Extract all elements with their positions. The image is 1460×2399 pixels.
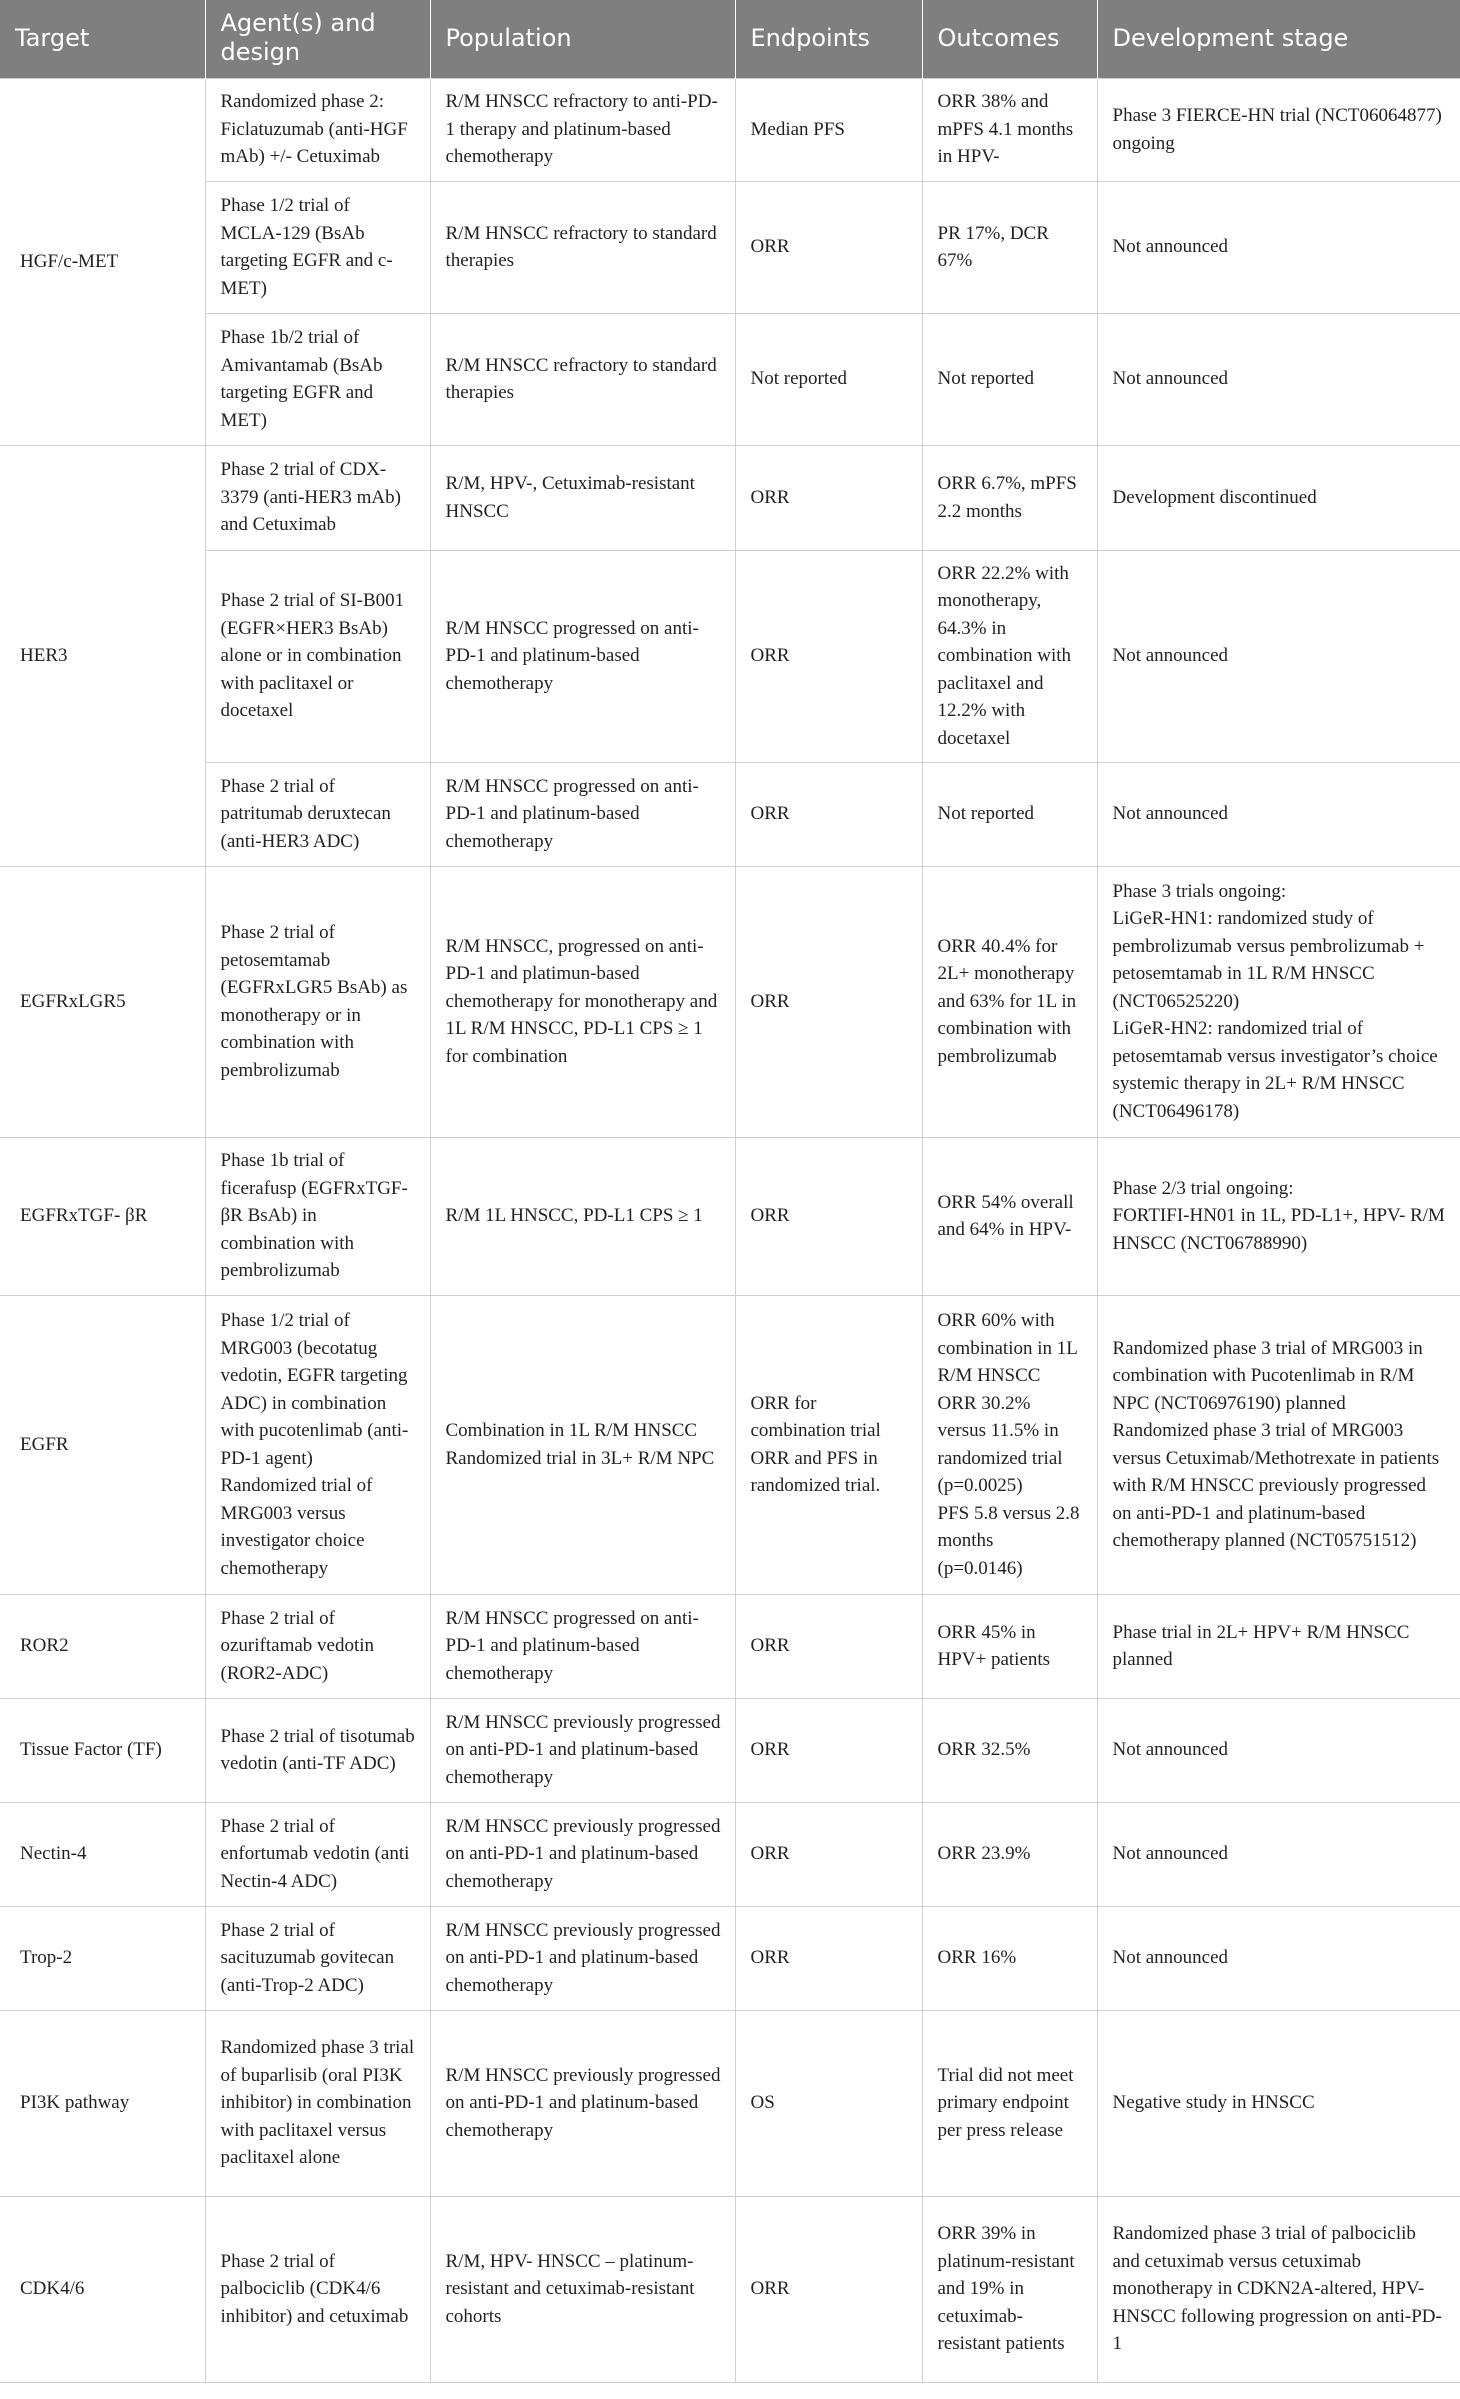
table-row: [0, 1137, 1460, 1295]
stage-cell: Randomized phase 3 trial of palbociclib and cetuximab versus cetuximab monotherapy in CDKN2A-altered, HPV- HNSCC following progression on anti-PD-1: [1097, 2196, 1460, 2382]
population-cell: R/M HNSCC progressed on anti-PD-1 and platinum-based chemotherapy: [430, 762, 735, 866]
header-agents: Agent(s) and design: [205, 0, 430, 78]
agent-cell: Phase 2 trial of patritumab deruxtecan (anti-HER3 ADC): [205, 762, 430, 866]
stage-cell: Not announced: [1097, 313, 1460, 445]
table-row: [0, 1906, 1460, 2010]
agent-cell: Randomized phase 2: Ficlatuzumab (anti-HGF mAb) +/- Cetuximab: [205, 78, 430, 181]
target-cell: EGFRxTGF- βR: [0, 1137, 205, 1295]
outcomes-cell: ORR 54% overall and 64% in HPV-: [922, 1137, 1097, 1295]
population-cell: R/M 1L HNSCC, PD-L1 CPS ≥ 1: [430, 1137, 735, 1295]
endpoints-cell: ORR: [735, 1137, 922, 1295]
stage-cell: Not announced: [1097, 550, 1460, 762]
population-cell: R/M, HPV- HNSCC – platinum-resistant and cetuximab-resistant cohorts: [430, 2196, 735, 2382]
outcomes-cell: ORR 40.4% for 2L+ monotherapy and 63% for 1L in combination with pembrolizumab: [922, 866, 1097, 1137]
table-row: [0, 78, 1460, 181]
endpoints-cell: ORR: [735, 1594, 922, 1698]
endpoints-cell: ORR: [735, 445, 922, 550]
table-row: [0, 2196, 1460, 2382]
agent-cell: Phase 1b trial of ficerafusp (EGFRxTGF-βR BsAb) in combination with pembrolizumab: [205, 1137, 430, 1295]
population-cell: R/M HNSCC previously progressed on anti-PD-1 and platinum-based chemotherapy: [430, 1906, 735, 2010]
target-cell: EGFR: [0, 1295, 205, 1594]
agent-cell: Phase 1/2 trial of MCLA-129 (BsAb targeting EGFR and c-MET): [205, 181, 430, 313]
agent-cell: Phase 2 trial of palbociclib (CDK4/6 inhibitor) and cetuximab: [205, 2196, 430, 2382]
endpoints-cell: ORR: [735, 550, 922, 762]
stage-cell: Negative study in HNSCC: [1097, 2010, 1460, 2196]
target-cell: HGF/c-MET: [0, 78, 205, 445]
outcomes-cell: ORR 6.7%, mPFS 2.2 months: [922, 445, 1097, 550]
agent-cell: Randomized phase 3 trial of buparlisib (oral PI3K inhibitor) in combination with paclitaxel versus paclitaxel alone: [205, 2010, 430, 2196]
target-cell: ROR2: [0, 1594, 205, 1698]
outcomes-cell: Not reported: [922, 313, 1097, 445]
stage-cell: Development discontinued: [1097, 445, 1460, 550]
outcomes-cell: ORR 32.5%: [922, 1698, 1097, 1802]
population-cell: R/M HNSCC refractory to standard therapies: [430, 181, 735, 313]
target-cell: PI3K pathway: [0, 2010, 205, 2196]
endpoints-cell: Not reported: [735, 313, 922, 445]
endpoints-cell: ORR: [735, 1698, 922, 1802]
target-cell: CDK4/6: [0, 2196, 205, 2382]
agent-cell: Phase 1b/2 trial of Amivantamab (BsAb targeting EGFR and MET): [205, 313, 430, 445]
outcomes-cell: ORR 38% and mPFS 4.1 months in HPV-: [922, 78, 1097, 181]
stage-cell: Randomized phase 3 trial of MRG003 in combination with Pucotenlimab in R/M NPC (NCT06976190) planned Randomized phase 3 trial of MRG003 versus Cetuximab/Methotrexate in patients with R/M HNSCC previously progressed on anti-PD-1 and platinum-based chemotherapy planned (NCT05751512): [1097, 1295, 1460, 1594]
stage-cell: Phase 2/3 trial ongoing: FORTIFI-HN01 in 1L, PD-L1+, HPV- R/M HNSCC (NCT06788990): [1097, 1137, 1460, 1295]
outcomes-cell: PR 17%, DCR 67%: [922, 181, 1097, 313]
target-cell: HER3: [0, 445, 205, 866]
header-row: [0, 0, 1460, 78]
endpoints-cell: ORR: [735, 1802, 922, 1906]
table-row: [0, 1594, 1460, 1698]
population-cell: R/M HNSCC refractory to standard therapies: [430, 313, 735, 445]
agent-cell: Phase 2 trial of enfortumab vedotin (anti Nectin-4 ADC): [205, 1802, 430, 1906]
endpoints-cell: ORR: [735, 1906, 922, 2010]
population-cell: R/M, HPV-, Cetuximab-resistant HNSCC: [430, 445, 735, 550]
table-row: [0, 313, 1460, 445]
table-row: [0, 866, 1460, 1137]
header-target: Target: [0, 0, 205, 78]
table-row: [0, 1698, 1460, 1802]
outcomes-cell: ORR 60% with combination in 1L R/M HNSCC ORR 30.2% versus 11.5% in randomized trial (p=0.0025) PFS 5.8 versus 2.8 months (p=0.0146): [922, 1295, 1097, 1594]
agent-cell: Phase 2 trial of sacituzumab govitecan (anti-Trop-2 ADC): [205, 1906, 430, 2010]
header-outcomes: Outcomes: [922, 0, 1097, 78]
outcomes-cell: Not reported: [922, 762, 1097, 866]
agent-cell: Phase 2 trial of tisotumab vedotin (anti-TF ADC): [205, 1698, 430, 1802]
stage-cell: Not announced: [1097, 181, 1460, 313]
stage-cell: Not announced: [1097, 1698, 1460, 1802]
stage-cell: Not announced: [1097, 1906, 1460, 2010]
population-cell: R/M HNSCC previously progressed on anti-PD-1 and platinum-based chemotherapy: [430, 2010, 735, 2196]
population-cell: R/M HNSCC, progressed on anti-PD-1 and platimun-based chemotherapy for monotherapy and 1L R/M HNSCC, PD-L1 CPS ≥ 1 for combination: [430, 866, 735, 1137]
outcomes-cell: ORR 45% in HPV+ patients: [922, 1594, 1097, 1698]
stage-cell: Phase 3 FIERCE-HN trial (NCT06064877) ongoing: [1097, 78, 1460, 181]
endpoints-cell: ORR for combination trial ORR and PFS in randomized trial.: [735, 1295, 922, 1594]
population-cell: R/M HNSCC refractory to anti-PD-1 therapy and platinum-based chemotherapy: [430, 78, 735, 181]
target-cell: Nectin-4: [0, 1802, 205, 1906]
agent-cell: Phase 2 trial of SI-B001 (EGFR×HER3 BsAb) alone or in combination with paclitaxel or docetaxel: [205, 550, 430, 762]
table-row: [0, 1295, 1460, 1594]
endpoints-cell: ORR: [735, 181, 922, 313]
outcomes-cell: ORR 22.2% with monotherapy, 64.3% in combination with paclitaxel and 12.2% with docetaxel: [922, 550, 1097, 762]
endpoints-cell: ORR: [735, 762, 922, 866]
endpoints-cell: OS: [735, 2010, 922, 2196]
stage-cell: Phase trial in 2L+ HPV+ R/M HNSCC planned: [1097, 1594, 1460, 1698]
target-cell: EGFRxLGR5: [0, 866, 205, 1137]
header-population: Population: [430, 0, 735, 78]
table-row: [0, 2010, 1460, 2196]
target-cell: Trop-2: [0, 1906, 205, 2010]
table-row: [0, 445, 1460, 550]
stage-cell: Not announced: [1097, 1802, 1460, 1906]
target-cell: Tissue Factor (TF): [0, 1698, 205, 1802]
agent-cell: Phase 2 trial of CDX-3379 (anti-HER3 mAb) and Cetuximab: [205, 445, 430, 550]
endpoints-cell: ORR: [735, 866, 922, 1137]
table-row: [0, 181, 1460, 313]
outcomes-cell: ORR 39% in platinum-resistant and 19% in cetuximab-resistant patients: [922, 2196, 1097, 2382]
table-row: [0, 762, 1460, 866]
header-development-stage: Development stage: [1097, 0, 1460, 78]
population-cell: R/M HNSCC progressed on anti-PD-1 and platinum-based chemotherapy: [430, 550, 735, 762]
endpoints-cell: Median PFS: [735, 78, 922, 181]
outcomes-cell: ORR 16%: [922, 1906, 1097, 2010]
agent-cell: Phase 2 trial of ozuriftamab vedotin (ROR2-ADC): [205, 1594, 430, 1698]
stage-cell: Phase 3 trials ongoing: LiGeR-HN1: randomized study of pembrolizumab versus pembrolizumab + petosemtamab in 1L R/M HNSCC (NCT06525220) LiGeR-HN2: randomized trial of petosemtamab versus investigator’s choice systemic therapy in 2L+ R/M HNSCC (NCT06496178): [1097, 866, 1460, 1137]
header-endpoints: Endpoints: [735, 0, 922, 78]
population-cell: R/M HNSCC progressed on anti-PD-1 and platinum-based chemotherapy: [430, 1594, 735, 1698]
table-row: [0, 1802, 1460, 1906]
endpoints-cell: ORR: [735, 2196, 922, 2382]
population-cell: Combination in 1L R/M HNSCC Randomized trial in 3L+ R/M NPC: [430, 1295, 735, 1594]
table-row: [0, 550, 1460, 762]
population-cell: R/M HNSCC previously progressed on anti-PD-1 and platinum-based chemotherapy: [430, 1698, 735, 1802]
population-cell: R/M HNSCC previously progressed on anti-PD-1 and platinum-based chemotherapy: [430, 1802, 735, 1906]
stage-cell: Not announced: [1097, 762, 1460, 866]
agent-cell: Phase 2 trial of petosemtamab (EGFRxLGR5 BsAb) as monotherapy or in combination with pembrolizumab: [205, 866, 430, 1137]
agent-cell: Phase 1/2 trial of MRG003 (becotatug vedotin, EGFR targeting ADC) in combination with pucotenlimab (anti-PD-1 agent) Randomized trial of MRG003 versus investigator choice chemotherapy: [205, 1295, 430, 1594]
outcomes-cell: ORR 23.9%: [922, 1802, 1097, 1906]
outcomes-cell: Trial did not meet primary endpoint per press release: [922, 2010, 1097, 2196]
